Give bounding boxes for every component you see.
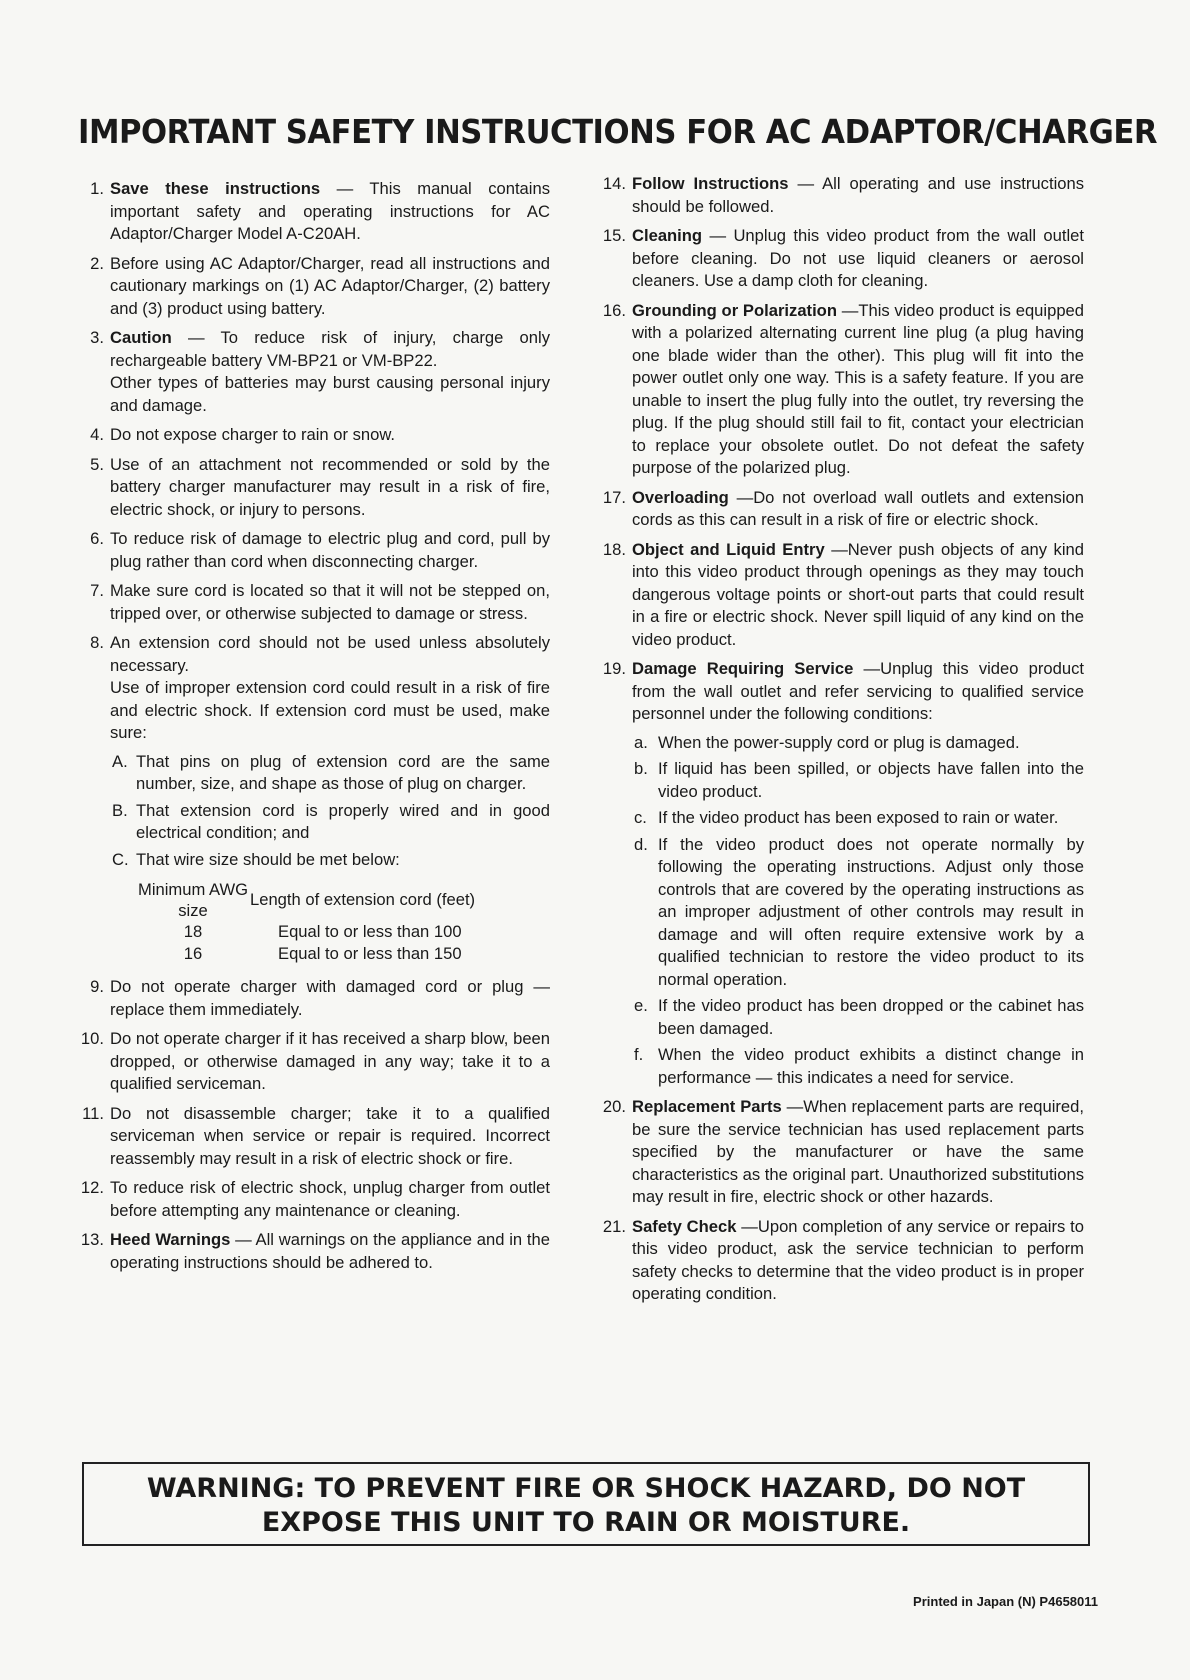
item-heading: Damage Requiring Service: [632, 659, 854, 678]
item-text: — To reduce risk of injury, charge only rechargeable battery VM-BP21 or VM-BP22.: [110, 328, 550, 370]
list-item: [78, 253, 550, 321]
item-text: — All operating and use instructions should be followed.: [632, 174, 1085, 216]
item-number: 14.: [602, 174, 626, 193]
list-item: [78, 1028, 550, 1096]
page-title: IMPORTANT SAFETY INSTRUCTIONS FOR AC ADAPTOR/CHARGER: [78, 112, 1158, 151]
item-number: 2.: [90, 253, 104, 273]
item-number: 5.: [90, 454, 104, 474]
item-number: 1.: [90, 179, 104, 198]
item-number: 15.: [602, 226, 626, 245]
item-heading: Save these instructions: [110, 179, 321, 198]
item-text: Do not operate charger if it has received a sharp blow, been dropped, or otherwise damaged in any way; take it to a qualified serviceman.: [110, 1029, 550, 1093]
list-item: [78, 178, 550, 246]
left-column: [78, 178, 550, 1281]
item-text: Do not expose charger to rain or snow.: [110, 425, 396, 444]
item-text: —Do not overload wall outlets and extension cords as this can result in a risk of fire or electric shock.: [632, 487, 1084, 529]
item-number: 7.: [90, 581, 104, 600]
list-item: [78, 1103, 550, 1171]
item-number: 10.: [80, 1029, 104, 1048]
item-number: 4.: [90, 425, 104, 444]
item-number: 21.: [602, 1216, 626, 1236]
list-item: [78, 528, 550, 573]
item-number: 8.: [90, 633, 104, 652]
list-item: [592, 173, 1084, 218]
item-heading: Replacement Parts: [632, 1097, 782, 1116]
awg-header-length: Length of extension cord (feet): [250, 889, 476, 909]
sub-item: B. That extension cord is properly wired and in good electrical condition; and: [112, 800, 550, 842]
item-heading: Overloading: [632, 487, 729, 507]
sub-item: A. That pins on plug of extension cord are the same number, size, and shape as those of plug on charger.: [112, 751, 550, 793]
item-number: 17.: [602, 487, 626, 507]
item-heading: Caution: [110, 328, 172, 347]
item-text: —Upon completion of any service or repairs to this video product, ask the service technician to perform safety checks to determine that the video product is in proper operating condition.: [632, 1216, 1084, 1303]
warning-line-2: EXPOSE THIS UNIT TO RAIN OR MOISTURE.: [261, 1507, 911, 1538]
table-row: 18 Equal to or less than 100: [183, 922, 462, 941]
item-text: Before using AC Adaptor/Charger, read all instructions and cautionary markings on (1) AC Adaptor/Charger, (2) battery and (3) product using battery.: [110, 253, 550, 318]
item-text: —Never push objects of any kind into this video product through openings as they may touch dangerous voltage points or short-out parts that could result in a fire or electric shock. Never spill liquid of any kind on the video product.: [632, 539, 1084, 649]
item-heading: Grounding or Polarization: [632, 300, 837, 320]
list-item: [78, 1229, 550, 1274]
awg-header-size: Minimum AWG size: [138, 880, 249, 920]
list-item: [78, 580, 550, 625]
item-text: — Unplug this video product from the wall outlet before cleaning. Do not use liquid cleaners or aerosol cleaners. Use a damp cloth for cleaning.: [632, 226, 1084, 290]
item-extra-text: Other types of batteries may burst causing personal injury and damage.: [110, 373, 550, 415]
list-item: [592, 487, 1084, 532]
item-number: 3.: [90, 328, 104, 347]
warning-line-1: WARNING: TO PREVENT FIRE OR SHOCK HAZARD, DO NOT: [146, 1473, 1026, 1504]
list-item: [592, 225, 1084, 293]
list-item: [78, 632, 550, 969]
item-text: —This video product is equipped with a polarized alternating current line plug (a plug having one blade wider than the other). This plug will fit into the power outlet only one way. This is a safety feature. If you are unable to insert the plug fully into the outlet, try reversing the plug. If the plug should still fail to fit, contact your electrician to replace your obsolete outlet. Do not defeat the safety purpose of the polarized plug.: [632, 300, 1085, 477]
item-number: 20.: [602, 1097, 626, 1116]
item-heading: Cleaning: [632, 226, 703, 245]
list-item: [592, 300, 1084, 480]
item-text: Make sure cord is located so that it will not be stepped on, tripped over, or otherwise subjected to damage or stress.: [110, 581, 550, 623]
item-number: 13.: [80, 1230, 104, 1249]
item-text: To reduce risk of electric shock, unplug charger from outlet before attempting any maintenance or cleaning.: [110, 1178, 550, 1220]
item-heading: Follow Instructions: [632, 174, 789, 193]
item-text: — This manual contains important safety and operating instructions for AC Adaptor/Charger Model A-C20AH.: [110, 179, 550, 243]
item-text: Do not operate charger with damaged cord or plug — replace them immediately.: [110, 977, 550, 1019]
sub-item: b. If liquid has been spilled, or objects have fallen into the video product.: [634, 759, 1084, 801]
list-item: [78, 327, 550, 417]
item-heading: Heed Warnings: [110, 1230, 231, 1249]
print-info: Printed in Japan (N) P4658011: [913, 1594, 1098, 1609]
list-item: [592, 658, 1084, 1089]
item-text: — All warnings on the appliance and in the operating instructions should be adhered to.: [110, 1230, 550, 1272]
sub-item: d. If the video product does not operate normally by following the operating instructions. Adjust only those controls that are covered by the operating instructions as an improper adjustment of other controls may result in damage and will often require extensive work by a qualified technician to restore the video product to its normal operation.: [634, 834, 1084, 989]
list-item: [78, 454, 550, 522]
item-number: 16.: [602, 300, 626, 320]
right-column: [592, 173, 1084, 1313]
item-number: 18.: [602, 539, 626, 559]
list-item: [78, 424, 550, 447]
item-number: 19.: [602, 659, 626, 678]
list-item: [78, 976, 550, 1021]
item-heading: Safety Check: [632, 1216, 737, 1236]
item-text: —Unplug this video product from the wall outlet and refer servicing to qualified service personnel under the following conditions:: [632, 659, 1084, 723]
list-item: [592, 1096, 1084, 1209]
list-item: [592, 1216, 1084, 1306]
sub-item: e. If the video product has been dropped or the cabinet has been damaged.: [634, 996, 1084, 1038]
list-item: [592, 539, 1084, 652]
sub-item: C. That wire size should be met below:: [112, 849, 400, 869]
sub-item: c. If the video product has been exposed to rain or water.: [634, 808, 1059, 827]
sub-list: [110, 751, 550, 872]
item-number: 6.: [90, 529, 104, 548]
item-text: Do not disassemble charger; take it to a qualified serviceman when service or repair is required. Incorrect reassembly may result in a risk of electric shock or fire.: [110, 1103, 550, 1168]
item-heading: Object and Liquid Entry: [632, 539, 825, 559]
item-text: To reduce risk of damage to electric plug and cord, pull by plug rather than cord when disconnecting charger.: [110, 529, 550, 571]
item-number: 11.: [82, 1103, 104, 1123]
item-extra-text: Use of improper extension cord could result in a risk of fire and electric shock. If extension cord must be used, make sure:: [110, 678, 550, 742]
table-row: 16 Equal to or less than 150: [183, 944, 462, 963]
item-text: An extension cord should not be used unless absolutely necessary.: [110, 633, 550, 675]
item-text: —When replacement parts are required, be sure the service technician has used replacement parts specified by the manufacturer or have the same characteristics as the original part. Unauthorized substitutions may result in fire, electric shock or other hazards.: [632, 1097, 1084, 1206]
sub-item: f. When the video product exhibits a distinct change in performance — this indicates a need for service.: [634, 1045, 1084, 1087]
list-item: [78, 1177, 550, 1222]
item-number: 12.: [80, 1178, 104, 1197]
item-text: Use of an attachment not recommended or sold by the battery charger manufacturer may result in a risk of fire, electric shock, or injury to persons.: [110, 454, 550, 519]
sub-item: a. When the power-supply cord or plug is damaged.: [634, 732, 1020, 752]
awg-table: [138, 879, 550, 965]
item-number: 9.: [90, 977, 104, 996]
sub-list: [632, 732, 1084, 1090]
warning-box: [82, 1462, 1090, 1546]
